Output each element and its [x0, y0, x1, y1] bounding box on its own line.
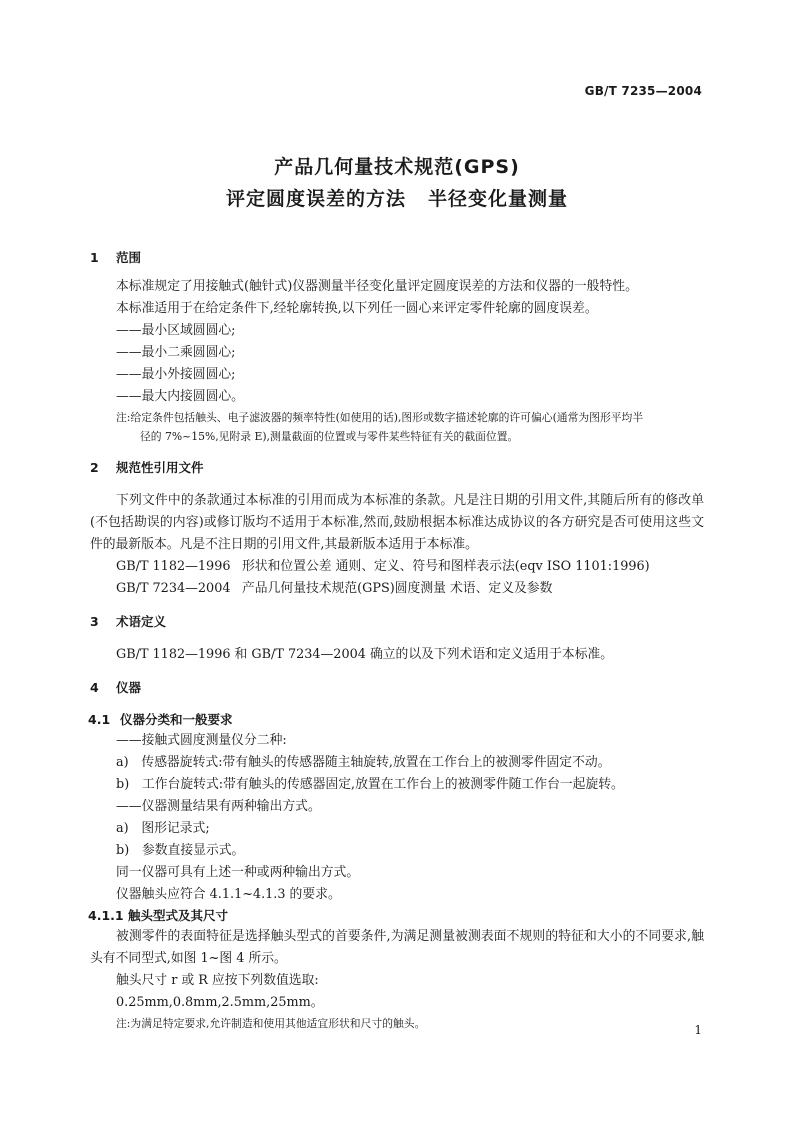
list-item: ——最小外接圆圆心; [116, 367, 236, 382]
note: 注:为满足特定要求,允许制造和使用其他适宜形状和尺寸的触头。 [116, 1017, 426, 1030]
section-title: 术语定义 [116, 614, 167, 629]
reference-item [90, 556, 704, 578]
section-1-heading [90, 248, 704, 268]
reference-item [90, 578, 704, 600]
paragraph: 本标准规定了用接触式(触针式)仪器测量半径变化量评定圆度误差的方法和仪器的一般特性。 [116, 279, 638, 294]
paragraph: ——接触式圆度测量仪分二种: [116, 733, 287, 748]
paragraph: 下列文件中的条款通过本标准的引用而成为本标准的条款。凡是注日期的引用文件,其随后所有的修改单(不包括勘误的内容)或修订版均不适用于本标准,然而,鼓励根据本标准达成协议的各方研究是否可使用这些文件的最新版本。凡是不注日期的引用文件,其最新版本适用于本标准。 [90, 493, 704, 552]
section-title: 规范性引用文件 [116, 460, 204, 475]
paragraph: 0.25mm,0.8mm,2.5mm,25mm。 [116, 995, 324, 1010]
title-line-2-part-a: 评定圆度误差的方法 [225, 188, 406, 210]
document-body [90, 248, 704, 1033]
section-title: 仪器 [116, 680, 142, 695]
section-number: 4 [90, 680, 99, 695]
section-4-1-1-heading [88, 906, 704, 926]
section-number: 4.1.1 [88, 908, 124, 923]
title-line-2-part-b: 半径变化量测量 [428, 188, 569, 210]
page-number: 1 [694, 1023, 702, 1037]
paragraph: ——仪器测量结果有两种输出方式。 [116, 799, 321, 814]
list-item: b) 参数直接显示式。 [116, 843, 245, 858]
reference-code: GB/T 7234—2004 [116, 581, 231, 596]
section-4-heading [90, 678, 704, 698]
paragraph: 仪器触头应符合 4.1.1~4.1.3 的要求。 [116, 887, 341, 902]
list-item: ——最小二乘圆圆心; [116, 345, 236, 360]
section-title: 仪器分类和一般要求 [120, 712, 233, 727]
section-title: 触头型式及其尺寸 [128, 908, 229, 923]
section-number: 2 [90, 460, 99, 475]
paragraph: GB/T 1182—1996 和 GB/T 7234—2004 确立的以及下列术语和定义适用于本标准。 [116, 647, 614, 662]
paragraph: 触头尺寸 r 或 R 应按下列数值选取: [116, 973, 319, 988]
list-item: b) 工作台旋转式:带有触头的传感器固定,放置在工作台上的被测零件随工作台一起旋转。 [116, 777, 624, 792]
list-item: ——最大内接圆圆心。 [116, 389, 244, 404]
note-line: 注:给定条件包括触头、电子滤波器的频率特性(如使用的话),图形或数字描述轮廓的许可偏心(通常为图形平均半 [116, 411, 644, 424]
reference-code: GB/T 1182—1996 [116, 559, 231, 574]
note-line: 径的 7%~15%,见附录 E),测量截面的位置或与零件某些特征有关的截面位置。 [140, 430, 519, 443]
section-4-1-heading [88, 710, 704, 730]
paragraph: 本标准适用于在给定条件下,经轮廓转换,以下列任一圆心来评定零件轮廓的圆度误差。 [116, 301, 598, 316]
title-line-1: 产品几何量技术规范(GPS) [274, 156, 520, 178]
list-item: a) 图形记录式; [116, 821, 210, 836]
section-title: 范围 [116, 250, 142, 265]
standard-code: GB/T 7235—2004 [584, 84, 702, 98]
list-item: a) 传感器旋转式:带有触头的传感器随主轴旋转,放置在工作台上的被测零件固定不动。 [116, 755, 611, 770]
section-number: 4.1 [88, 712, 111, 727]
reference-title: 形状和位置公差 通则、定义、符号和图样表示法(eqv ISO 1101:1996) [242, 559, 650, 574]
section-3-heading [90, 612, 704, 632]
paragraph: 被测零件的表面特征是选择触头型式的首要条件,为满足测量被测表面不规则的特征和大小的不同要求,触头有不同型式,如图 1~图 4 所示。 [90, 929, 704, 966]
section-number: 3 [90, 614, 99, 629]
list-item: ——最小区域圆圆心; [116, 323, 236, 338]
section-number: 1 [90, 250, 99, 265]
reference-title: 产品几何量技术规范(GPS)圆度测量 术语、定义及参数 [242, 581, 553, 596]
paragraph: 同一仪器可具有上述一种或两种输出方式。 [116, 865, 360, 880]
title-line-2 [0, 184, 794, 211]
section-2-heading [90, 458, 704, 478]
note [90, 408, 704, 446]
